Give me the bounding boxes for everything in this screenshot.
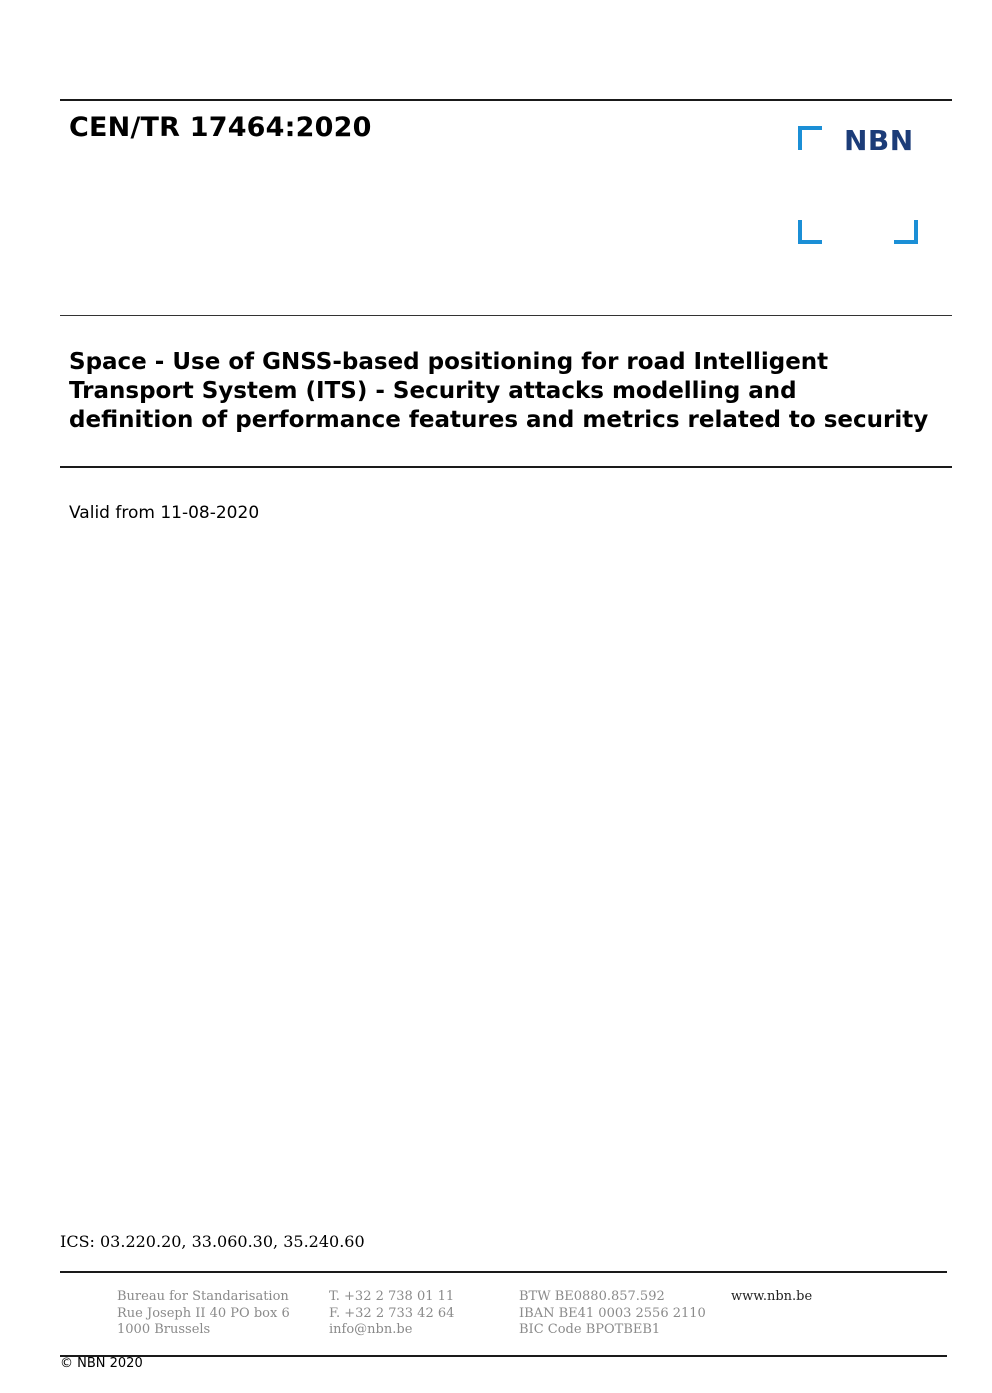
iban: IBAN BE41 0003 2556 2110: [519, 1305, 706, 1321]
logo-text: NBN: [844, 124, 914, 157]
phone: T. +32 2 738 01 11: [329, 1289, 455, 1304]
footer-top-rule: [60, 1271, 947, 1273]
title-line: Transport System (ITS) - Security attacks modelling and: [69, 378, 797, 404]
top-rule: [60, 99, 952, 101]
email-link[interactable]: info@nbn.be: [329, 1322, 413, 1337]
valid-from: Valid from 11-08-2020: [69, 503, 260, 523]
nbn-logo: [796, 124, 920, 248]
footer-bank: [519, 1289, 706, 1339]
document-id: CEN/TR 17464:2020: [69, 112, 372, 143]
website-link[interactable]: www.nbn.be: [731, 1289, 813, 1304]
vat-number: BTW BE0880.857.592: [519, 1289, 665, 1304]
title-line: Space - Use of GNSS-based positioning for road Intelligent: [69, 349, 829, 375]
ics-codes: ICS: 03.220.20, 33.060.30, 35.240.60: [60, 1232, 365, 1251]
header-divider: [60, 315, 952, 316]
footer-address: [117, 1289, 290, 1339]
bic-code: BIC Code BPOTBEB1: [519, 1322, 661, 1337]
document-title: [69, 348, 949, 435]
address-line: Rue Joseph II 40 PO box 6: [117, 1305, 290, 1321]
fax: F. +32 2 733 42 64: [329, 1305, 455, 1321]
title-divider: [60, 466, 952, 468]
copyright: © NBN 2020: [60, 1356, 143, 1371]
logo-corner-top-left: [798, 126, 822, 150]
address-line: 1000 Brussels: [117, 1322, 211, 1337]
title-line: definition of performance features and metrics related to security: [69, 407, 929, 433]
logo-corner-bottom-left: [798, 220, 822, 244]
footer-contact: [329, 1289, 454, 1339]
footer-bottom-rule: [60, 1355, 947, 1357]
address-line: Bureau for Standarisation: [117, 1289, 289, 1304]
logo-corner-bottom-right: [894, 220, 918, 244]
